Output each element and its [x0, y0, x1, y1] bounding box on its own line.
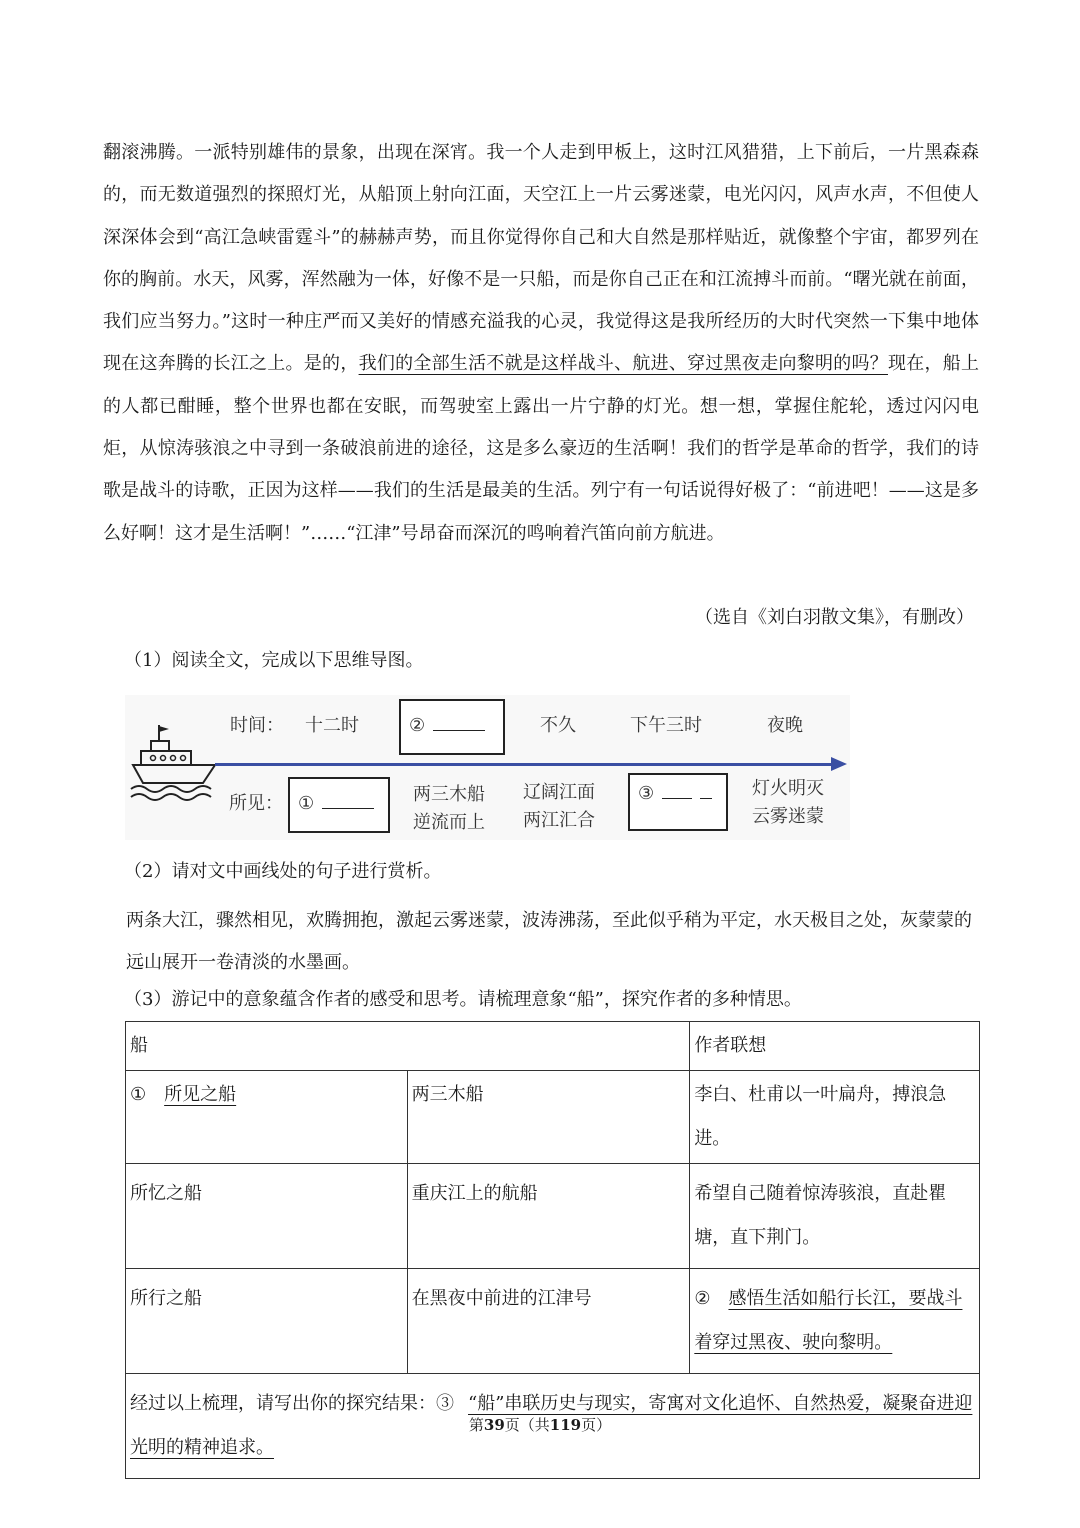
table-header-row	[126, 1022, 980, 1071]
table-row	[126, 1164, 980, 1269]
blank-number: ③	[638, 783, 655, 804]
filled-answer: “船”串联历史与现实，寄寓对文化追怀、自然热爱，凝聚奋进迎光明的精神追求。	[130, 1393, 973, 1458]
time-item: 夜晚	[767, 715, 803, 736]
ship-cell: 重庆江上的航船	[407, 1164, 690, 1269]
time-item: 十二时	[305, 715, 359, 736]
seen-item: 两三木船 逆流而上	[413, 784, 485, 833]
question-2: （2）请对文中画线处的句子进行赏析。	[124, 861, 442, 882]
filled-answer: 感悟生活如船行长江，要战斗着穿过黑夜、驶向黎明。	[694, 1288, 963, 1353]
result-cell: 经过以上梳理，请写出你的探究结果：③ “船”串联历史与现实，寄寓对文化追怀、自然热爱，凝聚奋进迎光明的精神追求。	[126, 1374, 980, 1479]
seen-label: 所见：	[229, 793, 283, 814]
blank-box-3	[628, 773, 728, 831]
timeline-arrow	[215, 763, 835, 766]
time-item: 下午三时	[630, 715, 702, 736]
blank-number: ①	[298, 793, 315, 814]
answer-blank	[433, 718, 485, 731]
passage-paragraph: 翻滚沸腾。一派特别雄伟的景象，出现在深宵。我一个人走到甲板上，这时江风猎猎，上下前后，一片黑森森的，而无数道强烈的探照灯光，从船顶上射向江面，天空江上一片云雾迷蒙，电光闪闪，风声水声，不但使人深深体会到“高江急峡雷霆斗”的赫赫声势，而且你觉得你自己和大自然是那样贴近，就像整个宇宙，都罗列在你的胸前。水天，风雾，浑然融为一体，好像不是一只船，而是你自己正在和江流搏斗而前。“曙光就在前面，我们应当努力。”这时一种庄严而又美好的情感充溢我的心灵，我觉得这是我所经历的大时代突然一下集中地体现在这奔腾的长江之上。是的，我们的全部生活不就是这样战斗、航进、穿过黑夜走向黎明的吗？现在，船上的人都已酣睡，整个世界也都在安眠，而驾驶室上露出一片宁静的灯光。想一想，掌握住舵轮，透过闪闪电炬，从惊涛骇浪之中寻到一条破浪前进的途径，这是多么豪迈的生活啊！我们的哲学是革命的哲学，我们的诗歌是战斗的诗歌，正因为这样——我们的生活是最美的生活。列宁有一句话说得好极了：“前进吧！——这是多么好啊！这才是生活啊！”……“江津”号昂奋而深沉的鸣响着汽笛向前方航进。	[103, 142, 980, 544]
filled-answer: 所见之船	[164, 1084, 237, 1105]
assoc-cell: ② 感悟生活如船行长江，要战斗着穿过黑夜、驶向黎明。	[690, 1269, 980, 1374]
blank-number: ②	[409, 715, 426, 736]
header-assoc: 作者联想	[690, 1022, 980, 1071]
time-item: 不久	[540, 715, 576, 736]
question-3: （3）游记中的意象蕴含作者的感受和思考。请梳理意象“船”，探究作者的多种情思。	[124, 989, 802, 1010]
seen-item: 辽阔江面 两江汇合	[523, 782, 595, 831]
answer-blank	[662, 786, 692, 799]
blank-box-1	[288, 777, 390, 833]
question-2-answer: 两条大江，骤然相见，欢腾拥抱，激起云雾迷蒙，波涛沸荡，至此似乎稍为平定，水天极目之处，灰蒙蒙的远山展开一卷清淡的水墨画。	[126, 910, 972, 973]
page-number: 39	[483, 1416, 505, 1434]
underlined-sentence: 我们的全部生活不就是这样战斗、航进、穿过黑夜走向黎明的吗？	[358, 353, 888, 375]
ship-type-cell: 所行之船	[126, 1269, 408, 1374]
ship-type-cell: 所忆之船	[126, 1164, 408, 1269]
ship-cell: 两三木船	[407, 1071, 690, 1164]
assoc-cell: 希望自己随着惊涛骇浪，直赴瞿塘，直下荆门。	[690, 1164, 980, 1269]
total-pages: 119	[549, 1416, 582, 1434]
ship-table	[125, 1021, 980, 1479]
answer-blank	[700, 786, 712, 799]
timeline-arrow-head	[831, 757, 847, 771]
table-row	[126, 1071, 980, 1164]
ship-type-cell: ① 所见之船	[126, 1071, 408, 1164]
time-label: 时间：	[230, 715, 284, 736]
ship-cell: 在黑夜中前进的江津号	[407, 1269, 690, 1374]
passage-text	[103, 132, 979, 555]
table-row	[126, 1269, 980, 1374]
page-footer: 第39页（共119页）	[468, 1416, 612, 1434]
ship-icon	[129, 723, 219, 803]
seen-item: 灯火明灭 云雾迷蒙	[752, 778, 824, 827]
question-1: （1）阅读全文，完成以下思维导图。	[124, 650, 424, 671]
assoc-cell: 李白、杜甫以一叶扁舟，搏浪急进。	[690, 1071, 980, 1164]
answer-blank	[322, 796, 374, 809]
source-citation: （选自《刘白羽散文集》，有删改）	[695, 607, 974, 628]
header-ship: 船	[126, 1022, 690, 1071]
mind-map-diagram	[125, 695, 850, 840]
blank-box-2	[399, 699, 505, 755]
